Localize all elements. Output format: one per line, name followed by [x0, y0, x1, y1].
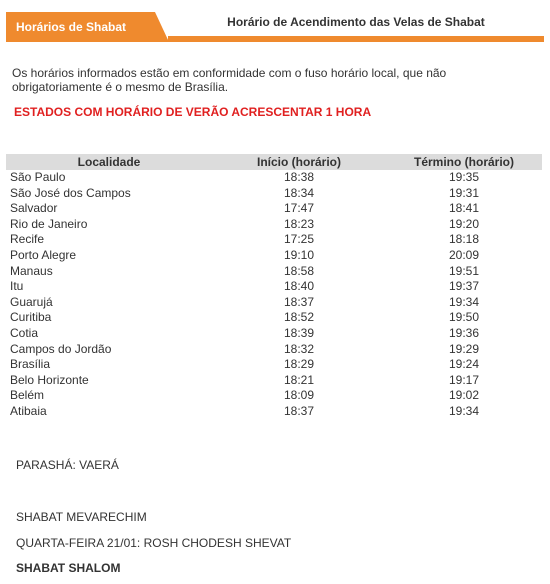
cell-localidade: Brasília	[10, 357, 51, 372]
table-row	[6, 232, 542, 248]
shabat-mevarechim-text: SHABAT MEVARECHIM	[16, 510, 147, 524]
shabat-shalom-text: SHABAT SHALOM	[16, 561, 121, 575]
table-row	[6, 326, 542, 342]
cell-localidade: Rio de Janeiro	[10, 216, 88, 231]
cell-inicio: 17:47	[283, 201, 315, 216]
parasha-text: PARASHÁ: VAERÁ	[16, 458, 119, 472]
cell-localidade: Cotia	[10, 325, 39, 340]
column-header-termino: Término (horário)	[386, 154, 542, 170]
cell-localidade: Campos do Jordão	[10, 341, 112, 356]
table-row	[6, 279, 542, 295]
table-row	[6, 295, 542, 311]
cell-localidade: São Paulo	[10, 170, 66, 184]
schedule-table	[6, 154, 542, 420]
rosh-chodesh-text: QUARTA-FEIRA 21/01: ROSH CHODESH SHEVAT	[16, 536, 292, 550]
cell-localidade: Curitiba	[10, 310, 52, 325]
tab-horarios-de-shabat[interactable]: Horários de Shabat	[6, 12, 168, 42]
cell-inicio: 18:58	[283, 263, 315, 278]
page-title: Horário de Acendimento das Velas de Shabat	[227, 15, 485, 29]
cell-termino: 19:24	[448, 357, 480, 372]
cell-localidade: Manaus	[10, 263, 53, 278]
table-row	[6, 264, 542, 280]
cell-inicio: 18:32	[283, 341, 315, 356]
cell-termino: 19:29	[448, 341, 480, 356]
cell-localidade: Belém	[10, 388, 45, 403]
table-row	[6, 357, 542, 373]
timezone-info-text: Os horários informados estão em conformidade com o fuso horário local, que não obrigatoriamente é o mesmo de Brasília.	[12, 66, 447, 94]
cell-termino: 19:02	[448, 388, 480, 403]
column-header-localidade: Localidade	[6, 154, 212, 170]
cell-termino: 19:50	[448, 310, 480, 325]
cell-inicio: 18:09	[283, 388, 315, 403]
table-row	[6, 201, 542, 217]
table-row	[6, 404, 542, 420]
cell-termino: 19:35	[448, 170, 480, 184]
table-row	[6, 342, 542, 358]
cell-termino: 19:34	[448, 294, 480, 309]
cell-localidade: Itu	[10, 279, 24, 294]
cell-inicio: 18:21	[283, 372, 315, 387]
cell-inicio: 17:25	[283, 232, 315, 247]
table-row	[6, 186, 542, 202]
daylight-saving-alert: ESTADOS COM HORÁRIO DE VERÃO ACRESCENTAR 1 HORA	[14, 105, 372, 119]
table-row	[6, 373, 542, 389]
cell-inicio: 18:23	[283, 216, 315, 231]
cell-inicio: 18:37	[283, 403, 315, 418]
cell-inicio: 18:39	[283, 325, 315, 340]
cell-localidade: Salvador	[10, 201, 58, 216]
cell-inicio: 18:29	[283, 357, 315, 372]
cell-inicio: 18:34	[283, 185, 315, 200]
cell-localidade: São José dos Campos	[10, 185, 131, 200]
cell-localidade: Belo Horizonte	[10, 372, 89, 387]
cell-termino: 19:36	[448, 325, 480, 340]
cell-localidade: Recife	[10, 232, 45, 247]
cell-inicio: 18:52	[283, 310, 315, 325]
cell-inicio: 19:10	[283, 247, 315, 262]
cell-termino: 20:09	[448, 247, 480, 262]
cell-localidade: Porto Alegre	[10, 247, 77, 262]
cell-inicio: 18:37	[283, 294, 315, 309]
column-header-inicio: Início (horário)	[212, 154, 386, 170]
table-row	[6, 310, 542, 326]
cell-termino: 19:51	[448, 263, 480, 278]
cell-inicio: 18:40	[283, 279, 315, 294]
cell-localidade: Guarujá	[10, 294, 53, 309]
cell-termino: 19:31	[448, 185, 480, 200]
cell-termino: 19:37	[448, 279, 480, 294]
table-header-row	[6, 154, 542, 170]
table-row	[6, 388, 542, 404]
cell-termino: 18:41	[448, 201, 480, 216]
cell-inicio: 18:38	[283, 170, 315, 184]
page-header	[6, 6, 544, 44]
header-divider	[168, 36, 544, 42]
cell-localidade: Atibaia	[10, 403, 47, 418]
cell-termino: 19:20	[448, 216, 480, 231]
table-row	[6, 248, 542, 264]
table-row	[6, 170, 542, 186]
cell-termino: 19:17	[448, 372, 480, 387]
cell-termino: 18:18	[448, 232, 480, 247]
cell-termino: 19:34	[448, 403, 480, 418]
table-row	[6, 217, 542, 233]
